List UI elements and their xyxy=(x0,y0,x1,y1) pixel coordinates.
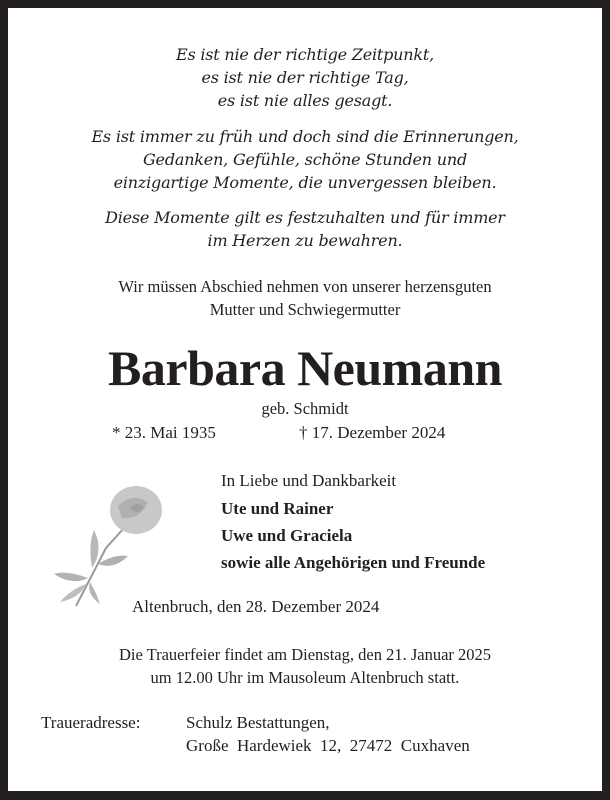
intro-line: Mutter und Schwiegermutter xyxy=(209,300,401,319)
mourners-heading: In Liebe und Dankbarkeit xyxy=(221,471,397,490)
birth-date: * 23. Mai 1935 xyxy=(112,423,216,442)
funeral-line: Die Trauerfeier findet am Dienstag, den 21. Januar 2025 xyxy=(118,645,492,664)
mourner-name: Uwe und Graciela xyxy=(221,526,353,545)
obituary-card xyxy=(8,8,602,791)
poem-line: es ist nie alles gesagt. xyxy=(217,91,393,110)
rose-icon xyxy=(46,478,166,608)
poem-line: Diese Momente gilt es festzuhalten und für immer xyxy=(105,208,505,227)
address-line: Schulz Bestattungen, xyxy=(186,713,330,732)
poem-line: einzigartige Momente, die unvergessen bleiben. xyxy=(113,173,497,192)
intro-line: Wir müssen Abschied nehmen von unserer herzensguten xyxy=(118,277,492,296)
mourner-name: Ute und Rainer xyxy=(221,499,334,518)
poem-line: Es ist immer zu früh und doch sind die Erinnerungen, xyxy=(91,127,519,146)
place-date: Altenbruch, den 28. Dezember 2024 xyxy=(132,597,380,616)
poem-line: Es ist nie der richtige Zeitpunkt, xyxy=(175,45,434,64)
deceased-name: Barbara Neumann xyxy=(108,340,502,396)
death-date: † 17. Dezember 2024 xyxy=(299,423,446,442)
poem-line: es ist nie der richtige Tag, xyxy=(201,68,409,87)
address-line: Große Hardewiek 12, 27472 Cuxhaven xyxy=(186,736,470,755)
maiden-name: geb. Schmidt xyxy=(261,399,349,418)
poem-line: im Herzen zu bewahren. xyxy=(207,231,403,250)
funeral-line: um 12.00 Uhr im Mausoleum Altenbruch statt. xyxy=(150,668,460,687)
poem-line: Gedanken, Gefühle, schöne Stunden und xyxy=(142,150,468,169)
mourner-name: sowie alle Angehörigen und Freunde xyxy=(221,553,486,572)
address-label: Traueradresse: xyxy=(41,713,141,732)
